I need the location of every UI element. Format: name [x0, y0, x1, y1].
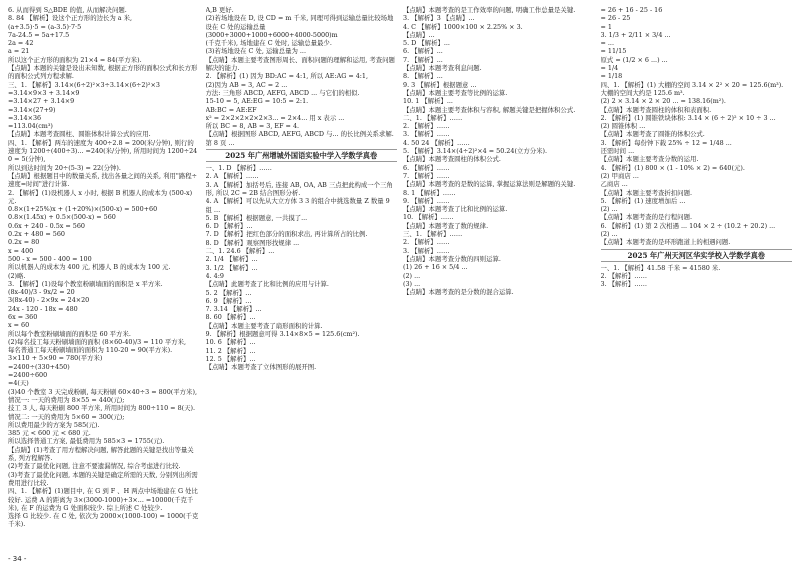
text-line: (2)略.: [8, 271, 26, 280]
text-line: 情况二: 一天的费用为 5×60 = 300(元);: [8, 412, 125, 421]
text-line: 10. 【解析】……: [403, 213, 454, 222]
text-line: =3.14×36: [8, 113, 42, 122]
text-line: 所以这个正方形的面积为 21×4 = 84(平方米).: [8, 55, 142, 64]
text-line: 方法: 三角形 ABCD, AEFG, ABCD ... 与它们的相似.: [205, 88, 360, 97]
text-line: 4. A 【解析】可以先从大立方体 3 3 的组合中挑选数量 Z 数量 9 组 …: [205, 197, 392, 214]
text-line: 第 8 页 ...: [205, 138, 235, 147]
text-line: 三、1. 【解析】3.14×(6÷2)²×3÷3.14×(6÷2)²×3: [8, 80, 160, 89]
text-line: 7. 【解析】……: [403, 171, 450, 180]
text-line: (2)考查了最优化问题, 注意不要遗漏情况, 综合考虑进行比较.: [8, 462, 181, 471]
text-line: 【点睛】本题主要考查等比例的运算.: [403, 88, 508, 97]
text-line: 3. 【解析】3 【点睛】...: [403, 14, 475, 23]
text-line: =3.14×27 + 3.14×9: [8, 97, 75, 106]
text-line: 四、1. 【解析】两车的速度为 400÷2.8 = 200(米/分钟), 则行的速度为 1200÷(400÷3)... =240(米/分钟), 所用时间为 1200÷240 = 5(分钟),: [8, 138, 198, 164]
text-line: (2)因为 AB = 3, AC = 2 ...: [205, 80, 288, 89]
text-line: 【点睛】本题的关键是设出未知数, 根据正方形的面积公式和长方形的面积公式列方程求解.: [8, 64, 198, 81]
text-line: 385 元 < 600 元 < 680 元.: [8, 429, 91, 438]
text-line: (3)40 个教室 3 天完成粉刷, 每天粉刷 60×40÷3 = 800(平方米),: [8, 387, 197, 396]
text-line: 5. D 【解析】...: [403, 39, 450, 48]
text-line: 【点睛】本题考查分数的四则运算.: [403, 254, 501, 263]
text-line: 7. 【解析】...: [403, 55, 443, 64]
text-line: 10. 1 【解析】...: [403, 97, 453, 106]
text-line: x = 400: [8, 246, 34, 255]
text-line: 四、1. 【解析】(1) 大棚的空间 3.14 × 2² × 20 = 125.6(m³).: [600, 80, 784, 89]
text-line: 3. 【解析】……: [600, 280, 647, 289]
text-line: x² = 2×2×2×2×2×3... = 2×4... 用 x 表示 ...: [205, 113, 345, 122]
text-line: 3(8x-40) - 2×9x = 24×20: [8, 296, 90, 305]
text-line: 6. 【解析】……: [403, 163, 450, 172]
text-line: 一、1. D 【解析】……: [205, 164, 272, 173]
column-2: [206, 6, 398, 554]
text-line: 【点睛】本题考查了数的规律.: [403, 221, 489, 230]
text-line: 【点睛】本题考查利息问题.: [403, 64, 482, 73]
text-line: 3. 【解析】……: [403, 130, 450, 139]
text-line: 4. 4:9: [205, 271, 224, 280]
text-line: =3.14×(27+9): [8, 105, 56, 114]
text-line: 4. C 【解析】1000×100 × 2.25% × 3.: [403, 22, 523, 31]
text-line: 还需时间 ...: [600, 147, 635, 156]
text-line: 三、1. 【解析】……: [403, 230, 463, 239]
text-line: (2) 2 × 3.14 × 2 × 20 ... = 138.16(m²).: [600, 97, 726, 106]
text-line: 【点睛】本题主要考查折扣问题.: [600, 188, 692, 197]
text-columns: [8, 6, 792, 554]
text-line: 乙商店 ...: [600, 180, 628, 189]
text-line: 7. 3.14 【解析】...: [205, 305, 262, 314]
text-line: 5. 【解析】(1) 速度增加后 ...: [600, 196, 686, 205]
text-line: 选择 G 比较少. 在 C 处, 依次为 2000×(1000-100) = 1000(千克千米).: [8, 512, 199, 529]
text-line: 4. 【解析】(1) 800 × (1 - 10% × 2) = 640(元).: [600, 163, 745, 172]
text-line: 【点睛】根据题目中的数量关系, 找出各量之间的关系, 利用"路程÷速度=时间"进行计算.: [8, 171, 197, 189]
text-line: (2) ...: [600, 205, 618, 214]
text-line: = 26 + 16 - 25 - 16: [600, 6, 663, 14]
text-line: 9. 【解析】……: [403, 196, 450, 205]
page-number: - 34 -: [8, 555, 27, 563]
text-line: 10. 6 【解析】...: [205, 338, 256, 347]
text-line: 2. 【解析】……: [403, 122, 450, 131]
text-line: 二、1. 【解析】……: [403, 113, 463, 122]
text-line: 8. D 【解析】观察图形找规律 ...: [205, 238, 300, 247]
text-line: (千克千米), 场地建在 C 处时, 运输总量最少.: [205, 39, 332, 48]
text-line: 原式 = (1/2 × 6 ...) ...: [600, 55, 668, 64]
text-line: 0.2x = 80: [8, 238, 40, 247]
text-line: (2) ...: [600, 230, 618, 239]
text-line: 【点睛】本题考查的是环形跑道上的相遇问题.: [600, 238, 731, 247]
text-line: 3. 1/3 + 2/11 × 3/4 ...: [600, 30, 671, 39]
text-line: 【点睛】(1)考查了用方程解决问题, 解答此题的关键是找出等量关系, 列方程解答.: [8, 445, 194, 463]
text-line: 【点睛】本题考查了立体图形的展开图.: [205, 363, 317, 372]
text-line: 0.6x + 240 - 0.5x = 560: [8, 221, 85, 230]
text-line: =2400÷(330+450): [8, 362, 70, 371]
text-line: 6. 从而得到 S△BDE 的值, 从而解决问题.: [8, 6, 127, 14]
text-line: (8x-40)/3 - 9x/2 = 20: [8, 288, 75, 297]
text-line: 【点睛】此题考查了比和比例的应用与计算.: [205, 280, 329, 289]
text-line: 6. 【解析】...: [403, 47, 443, 56]
text-line: AB:BC = AE:EF: [205, 105, 257, 114]
text-line: 9. 【解析】根据题意可得 3.14×8×5 = 125.6(cm²).: [205, 329, 360, 338]
text-line: 【点睛】本题考查了比和比例的运算.: [403, 205, 508, 214]
text-line: 7. D 【解析】把红色部分的面积求出, 再计算所占的比例.: [205, 230, 368, 239]
text-line: 5. 2 【解析】...: [205, 288, 252, 297]
text-line: 12. 5 【解析】...: [205, 354, 256, 363]
text-line: 0.2x + 480 = 560: [8, 230, 65, 239]
text-line: (2)若场地设在 D, 设 CD = m 千米, 同理可得到运输总量比较场地设在 C 处的运输总量: [205, 14, 394, 31]
text-line: 所以每个教室粉刷墙面的面积是 60 平方米.: [8, 329, 131, 338]
text-line: 15-10 = 5, AE:EG = 10:5 = 2:1.: [205, 97, 309, 106]
text-line: 6. 9 【解析】...: [205, 296, 252, 305]
text-line: 情况一: 一天的费用为 8×55 = 440(元);: [8, 395, 125, 404]
text-line: 四、1. 【解析】(1)题目中, 在 G 到 F 、H 两点中场地建在 G 处比较好. 运费 A 的距离为 3×(3000-1000)+3×... =10000(千克千米), 在 F 的运费为 G 处面积较少. 综上所述 C 处较少.: [8, 487, 198, 512]
text-line: 所以费用最少的方案为 585(元).: [8, 420, 100, 429]
text-line: = 1: [600, 22, 612, 31]
text-line: (2) 甲商店 ...: [600, 171, 639, 180]
text-line: 【点睛】根据图形 ABCD, AEFG, ABCD 与... 的长比例关系求解.: [205, 130, 394, 139]
text-line: 技工 3 人, 每天粉刷 800 平方米, 所用时间为 800÷110 = 8(天).: [8, 404, 196, 413]
text-line: 8. 60 【解析】...: [205, 313, 256, 322]
text-line: 2. A 【解析】……: [205, 172, 259, 181]
text-line: 3. 【解析】每份钟下载 25% ÷ 12 = 1/48 ...: [600, 138, 732, 147]
text-line: 500 - x = 500 - 400 = 100: [8, 254, 92, 263]
text-line: (2)每名技工每天粉刷墙面的面积 (8×60-40)/3 = 110 平方米,: [8, 337, 187, 346]
text-line: 5. B 【解析】根据题意, 一共摸了...: [205, 213, 308, 222]
text-line: 所以选择普通工方案, 最低费用为 585×3 = 1755(元).: [8, 437, 165, 446]
text-line: 【点睛】本题考查了圆锥的体积公式.: [600, 130, 705, 139]
text-line: (3) ...: [403, 279, 421, 288]
text-line: (3)考查了最优化问题, 本题的关键是确定所需的天数, 分别列出所需费用进行比较.: [8, 470, 198, 487]
text-line: 2. 【解析】(1) 因为 BD:AC = 4:1, 所以 AE:AG = 4:1,: [205, 72, 369, 81]
text-line: 一、1. 【解析】41.58 千米 = 41580 米.: [600, 263, 721, 272]
text-line: 8. 1 【解析】……: [403, 188, 456, 197]
text-line: 0.8×(1+25%)x + (1+20%)×(500-x) = 500+60: [8, 205, 158, 214]
text-line: 2. 【解析】……: [403, 238, 450, 247]
text-line: x = 60: [8, 321, 30, 330]
text-line: 所以 BC = 8, AB = 3, EF = 4.: [205, 122, 300, 131]
text-line: (2) ...: [403, 271, 421, 280]
text-line: (a+3.5)·5 = (a-3.5)·7·5: [8, 22, 82, 31]
column-1: [8, 6, 200, 554]
text-line: (3)若场地设在 C 处, 运输总量为 ...: [205, 47, 306, 56]
text-line: 7a-24.5 = 5a+17.5: [8, 30, 70, 39]
text-line: 【点睛】本题考查的是分数的混合运算.: [403, 288, 514, 297]
text-line: 【点睛】本题考查的是行程问题.: [600, 213, 692, 222]
text-line: 0.8×(1.45x) + 0.5×(500-x) = 560: [8, 213, 116, 222]
text-line: = ...: [600, 39, 614, 48]
text-line: 24x - 120 - 18x = 480: [8, 304, 78, 313]
text-line: 3. 【解析】……: [403, 246, 450, 255]
text-line: = 1/18: [600, 72, 623, 81]
text-line: 【点睛】...: [403, 30, 435, 39]
text-line: =3.14×9×3 + 3.14×9: [8, 88, 80, 97]
text-line: 每名普通工每天粉刷墙面的面积为 110-20 = 90(平方米).: [8, 346, 173, 355]
text-line: (3000+3000+1000+6000+4000-5000)m: [205, 30, 338, 39]
text-line: 2. 【解析】……: [600, 271, 647, 280]
text-line: 2025 年广州天河区华实学校入学数学真卷: [601, 249, 793, 262]
text-line: 6x = 360: [8, 312, 38, 321]
text-line: 5. 【解析】3.14×(4÷2)²×4 = 50.24(立方分米).: [403, 147, 548, 156]
column-4: [601, 6, 793, 554]
text-line: 3. 1/2 【解析】...: [205, 263, 258, 272]
text-line: 所以机器人的成本为 400 元, 机器人 B 的成本为 100 元.: [8, 263, 171, 272]
text-line: 【点睛】本题考查的是数的运算, 掌握运算法则是解题的关键.: [403, 180, 576, 189]
text-line: 11. 2 【解析】...: [205, 346, 256, 355]
text-line: (1) 26 + 16 × 5/4 ...: [403, 263, 468, 272]
text-line: a = 21: [8, 47, 30, 56]
text-line: A,B 更好.: [205, 6, 234, 14]
text-line: 2025 年广州增城外国语实验中学入学数学真卷: [206, 149, 398, 162]
text-line: 2a = 42: [8, 39, 34, 48]
text-line: 【点睛】本题主要考查图形周长、面积问题的理解和运用, 考查问题解决的能力.: [205, 55, 395, 73]
text-line: =113.04(cm³): [8, 122, 53, 131]
text-line: 3×110 + 5×90 = 780(平方米): [8, 354, 103, 363]
text-line: = 11/15: [600, 47, 627, 56]
text-line: =4(天): [8, 379, 29, 388]
text-line: 2. 【解析】(1)设机器人 x 小时, 根据 B 机器人的成本为 (500-x) 元.: [8, 188, 195, 205]
text-line: 【点睛】本题主要考查了扇形面积的计算.: [205, 321, 323, 330]
text-line: =2400÷600: [8, 371, 48, 380]
text-line: 4. 50 24 【解析】……: [403, 138, 470, 147]
text-line: 【点睛】本题主要考查分数的运用.: [600, 155, 699, 164]
text-line: 2. 【解析】(1) 圆锥铁块体积: 3.14 × (6 ÷ 2)² × 10 ÷ 3 ...: [600, 113, 776, 122]
text-line: = 26 - 25: [600, 14, 631, 23]
text-line: 3. 【解析】(1)设每个教室粉刷墙面的面积是 x 平方米.: [8, 279, 163, 288]
text-line: 【点睛】本题考查圆柱的体积和表面积.: [600, 105, 712, 114]
text-line: 【点睛】本题考查圆柱的体积公式.: [403, 155, 501, 164]
text-line: 9. 3 【解析】根据题意 ...: [403, 80, 477, 89]
text-line: 二、1. 24.6 【解析】...: [205, 247, 275, 256]
text-line: 3. A 【解析】加括号后, 连接 AB, OA, AB 三点把此构成一个三角形, 所以 2C = 2B 结合图形分析.: [205, 180, 393, 197]
text-line: 【点睛】本题考查的是工作效率的问题, 明确工作总量是关键.: [403, 6, 576, 14]
column-3: [403, 6, 595, 554]
text-line: 8. 【解析】...: [403, 72, 443, 81]
text-line: 大棚的空间大约是 125.6 m³.: [600, 88, 685, 97]
text-line: 【点睛】本题主要考查体积与容积, 解题关键是把握体积公式.: [403, 105, 576, 114]
text-line: = 1/4: [600, 64, 619, 73]
text-line: 所以到达时间为 20÷(5-3) = 22(分钟).: [8, 163, 121, 172]
text-line: 2. 1/4 【解析】...: [205, 255, 258, 264]
text-line: 8. 84 【解析】设这个正方形的边长为 a 米,: [8, 14, 133, 23]
text-line: 6. D 【解析】...: [205, 222, 253, 231]
text-line: 6. 【解析】(1) 第 2 次相遇 ... 104 × 2 ÷ (10.2 + 20.2) ...: [600, 221, 776, 230]
text-line: (2) 圆锥体积 ...: [600, 122, 646, 131]
text-line: 【点睛】本题考查圆柱、圆锥体积计算公式的应用.: [8, 130, 151, 139]
